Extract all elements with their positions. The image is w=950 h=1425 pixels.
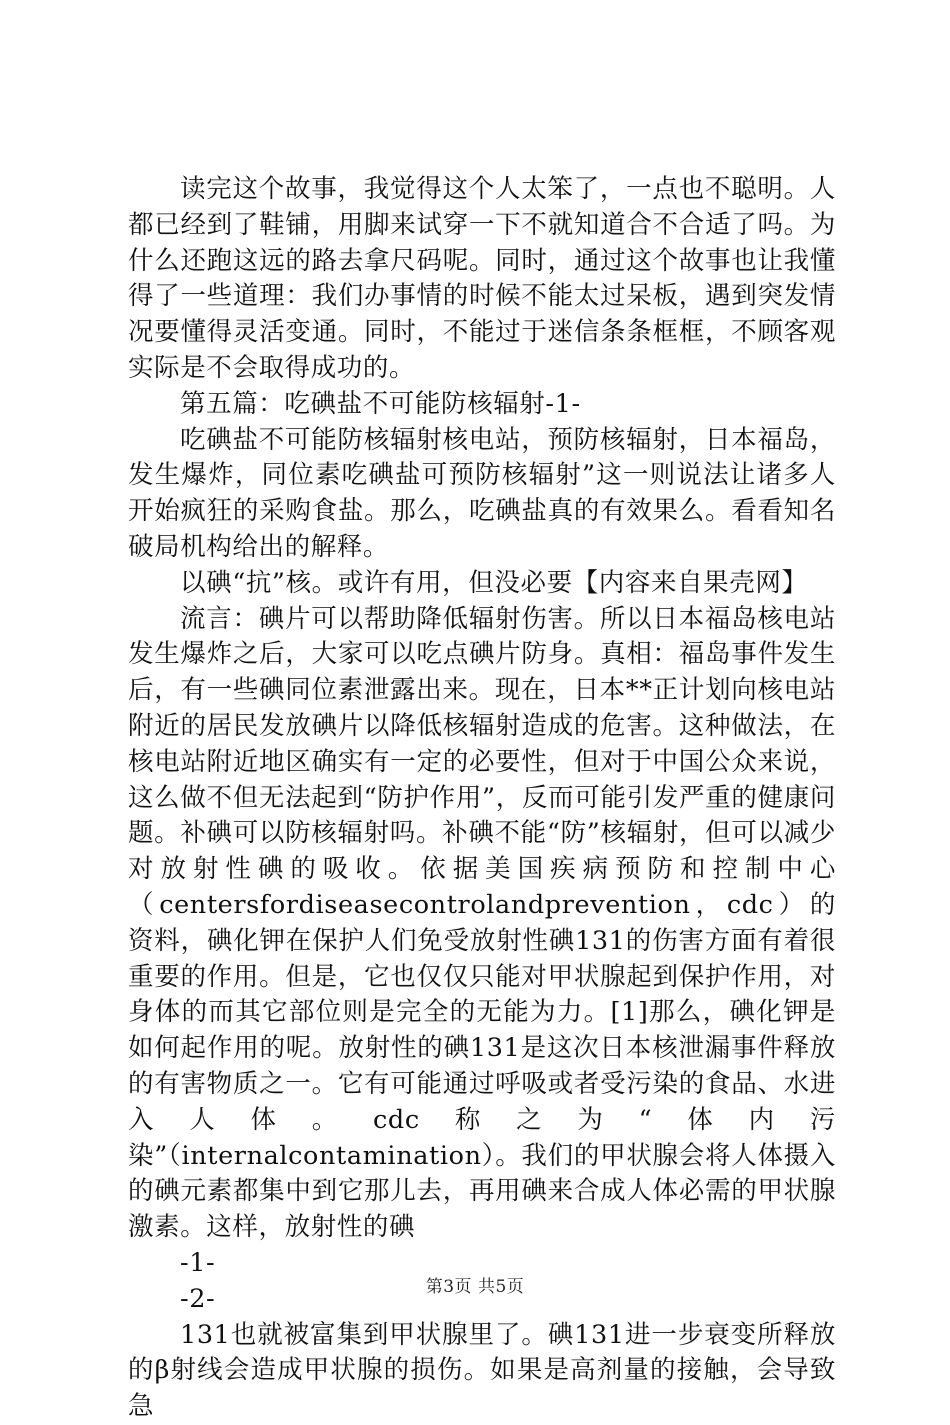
section-heading: 第五篇：吃碘盐不可能防核辐射-1- bbox=[180, 388, 581, 419]
continuation-paragraph: 131也就被富集到甲状腺里了。碘131进一步衰变所释放的β射线会造成甲状腺的损伤。如果是高剂量的接触，会导致急 bbox=[128, 1319, 836, 1422]
subheading-paragraph: 以碘“抗”核。或许有用，但没必要【内容来自果壳网】 bbox=[180, 567, 808, 598]
page-marker-2: -2- bbox=[180, 1283, 216, 1314]
page-marker-1: -1- bbox=[180, 1247, 216, 1278]
story-reflection-paragraph: 读完这个故事，我觉得这个人太笨了，一点也不聪明。人都已经到了鞋铺，用脚来试穿一下不就知道合不合适了吗。为什么还跑这远的路去拿尺码呢。同时，通过这个故事也让我懂得了一些道理：我们办事情的时候不能太过呆板，遇到突发情况要懂得灵活变通。同时，不能过于迷信条条框框，不顾客观实际是不会取得成功的。 bbox=[128, 174, 836, 383]
document-body bbox=[128, 172, 836, 1425]
page-footer: 第3页 共5页 bbox=[425, 1277, 525, 1297]
intro-paragraph: 吃碘盐不可能防核辐射核电站，预防核辐射，日本福岛，发生爆炸，同位素吃碘盐可预防核辐射”这一则说法让诸多人开始疯狂的采购食盐。那么，吃碘盐真的有效果么。看看知名破局机构给出的解释。 bbox=[128, 424, 836, 562]
rumor-truth-paragraph: 流言：碘片可以帮助降低辐射伤害。所以日本福岛核电站发生爆炸之后，大家可以吃点碘片防身。真相：福岛事件发生后，有一些碘同位素泄露出来。现在，日本**正计划向核电站附近的居民发放碘片以降低核辐射造成的危害。这种做法，在核电站附近地区确实有一定的必要性，但对于中国公众来说，这么做不但无法起到“防护作用”，反而可能引发严重的健康问题。补碘可以防核辐射吗。补碘不能“防”核辐射，但可以减少对放射性碘的吸收。依据美国疾病预防和控制中心（centersfordiseasecontrolandprevention，cdc）的资料，碘化钾在保护人们免受放射性碘131的伤害方面有着很重要的作用。但是，它也仅仅只能对甲状腺起到保护作用，对身体的而其它部位则是完全的无能为力。[1]那么，碘化钾是如何起作用的呢。放射性的碘131是这次日本核泄漏事件释放的有害物质之一。它有可能通过呼吸或者受污染的食品、水进入人体。cdc称之为“体内污染”（internalcontamination）。我们的甲状腺会将人体摄入的碘元素都集中到它那儿去，再用碘来合成人体必需的甲状腺激素。这样，放射性的碘 bbox=[128, 603, 836, 1243]
